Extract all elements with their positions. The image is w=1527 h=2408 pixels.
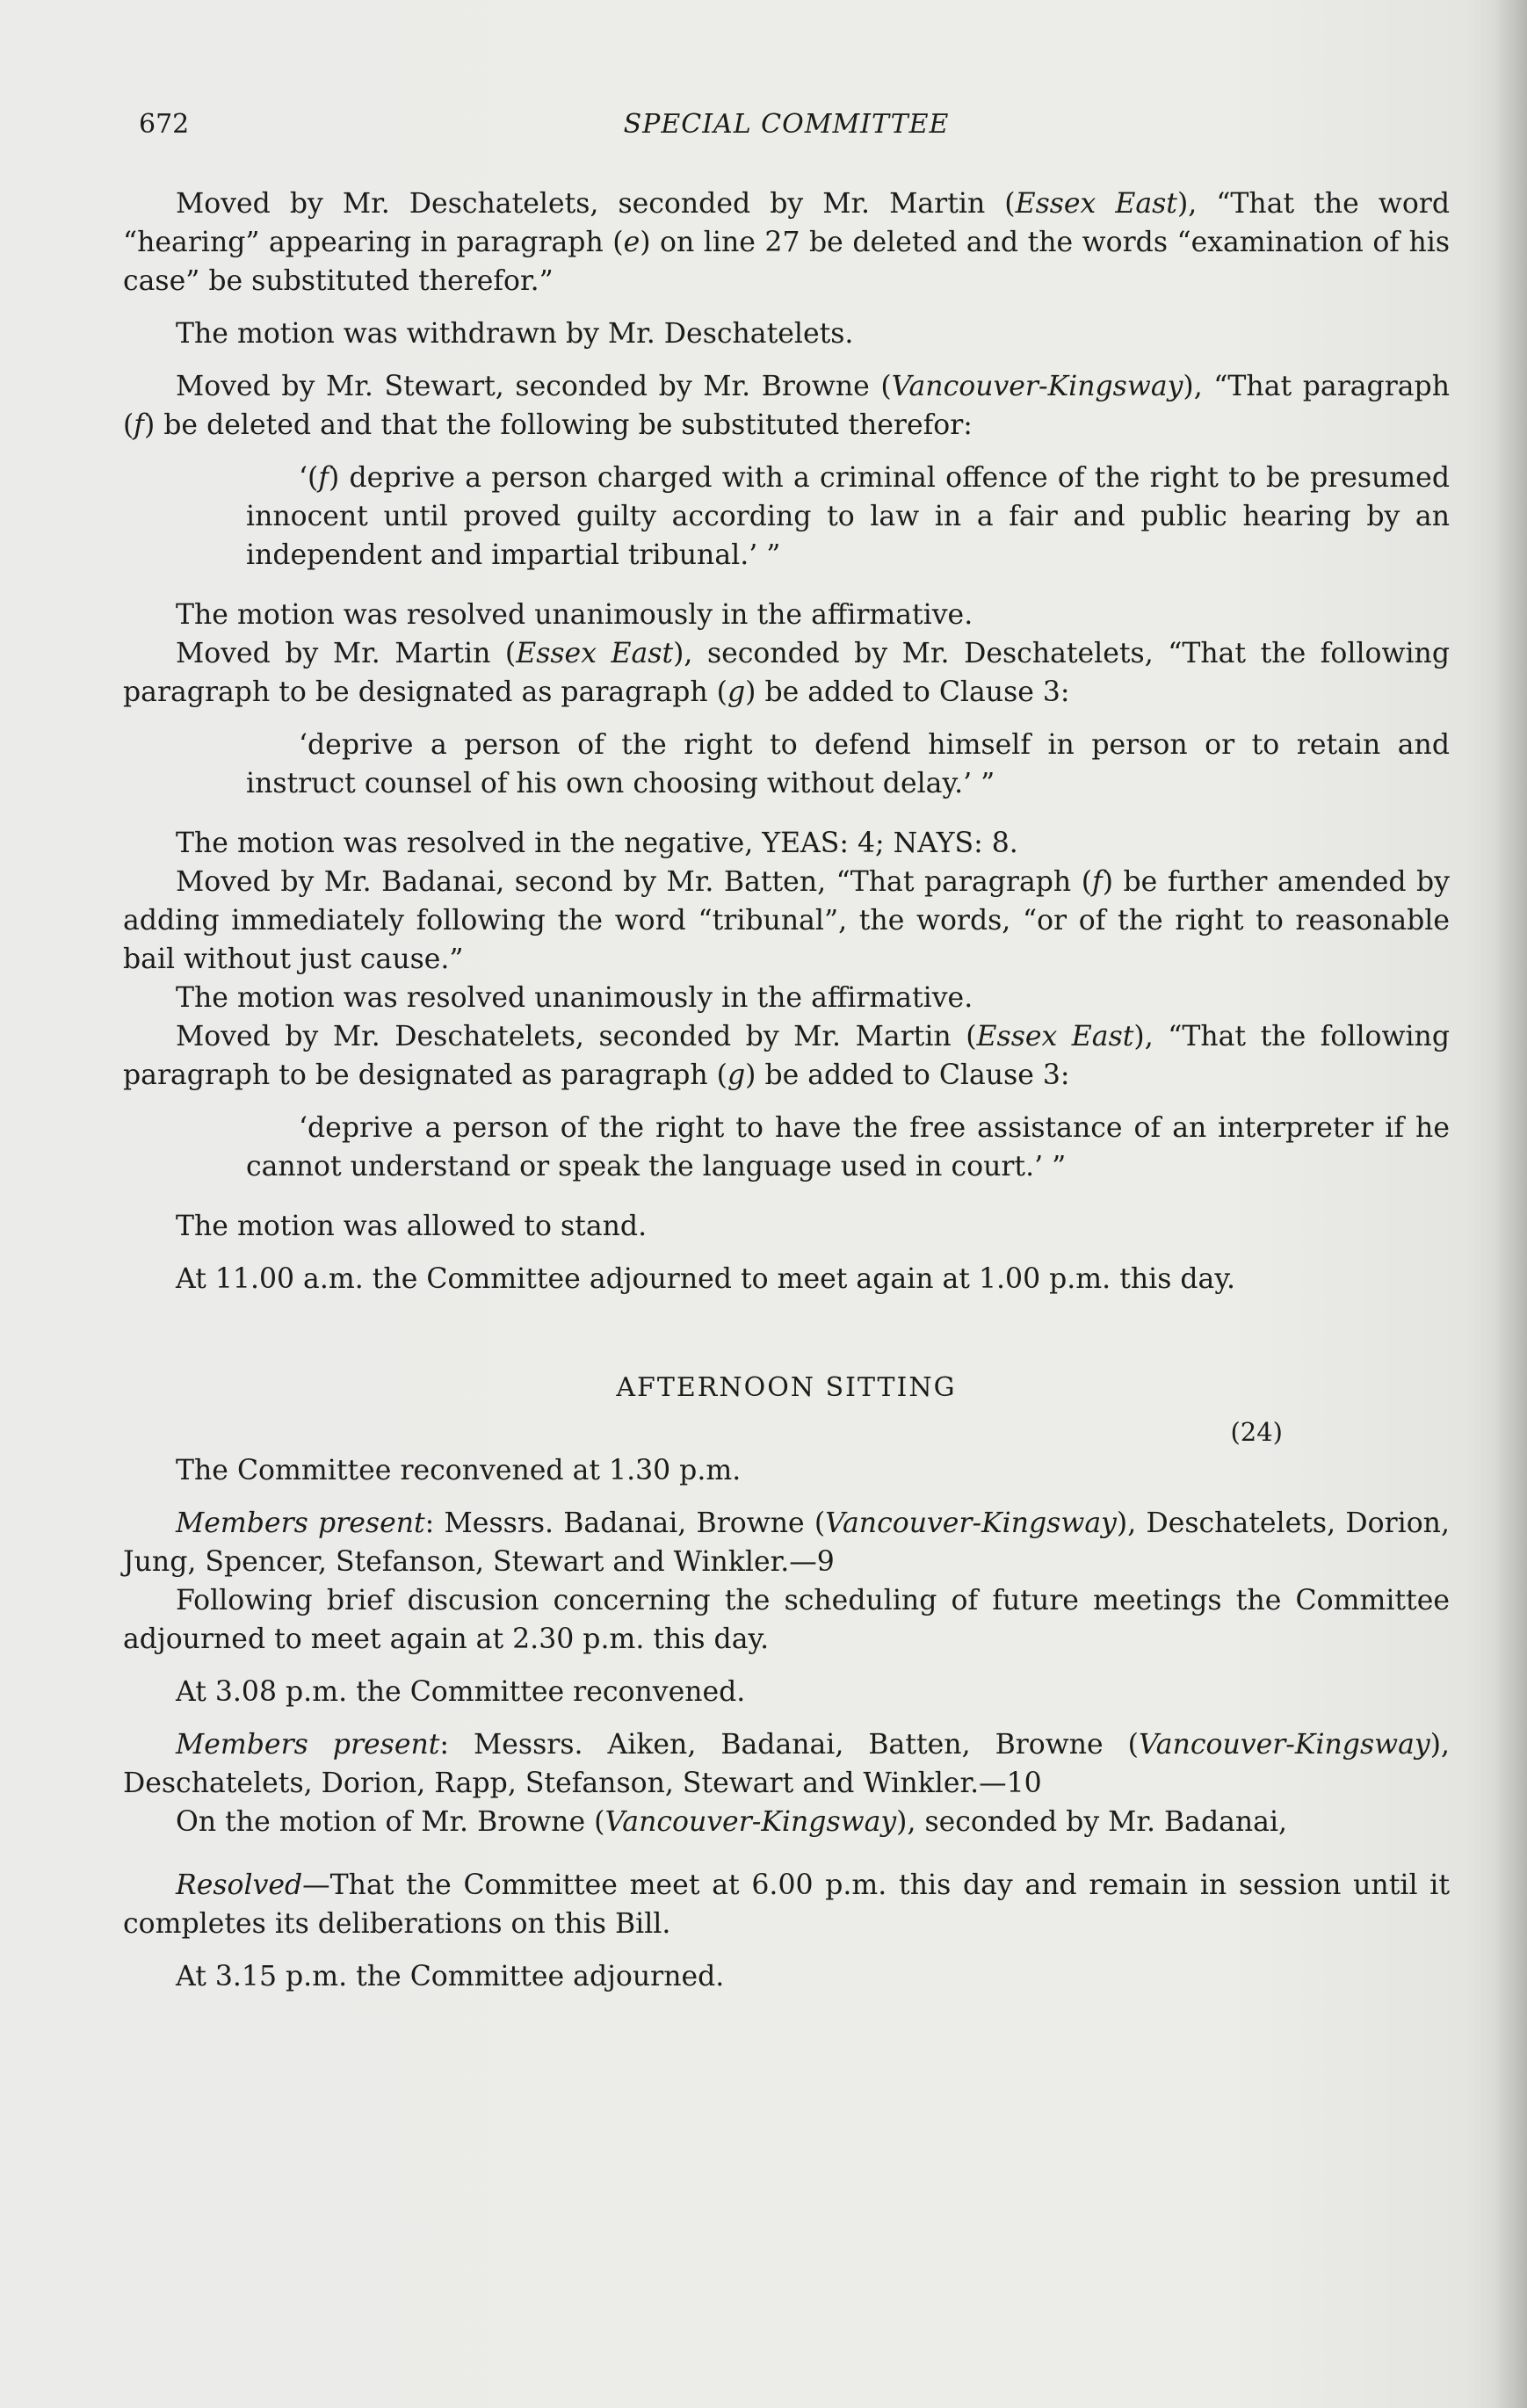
section-title-afternoon: AFTERNOON SITTING: [616, 1372, 957, 1403]
page-header: [123, 105, 1450, 158]
paragraph-adjourned-afternoon: At 3.15 p.m. the Committee adjourned.: [176, 1961, 725, 1992]
page-number: 672: [139, 109, 190, 140]
paragraph-motion-browne: On the motion of Mr. Browne (Vancouver-Kingsway), seconded by Mr. Badanai,: [176, 1806, 1288, 1838]
paragraph-motion-stewart: Moved by Mr. Stewart, seconded by Mr. Browne (Vancouver-Kingsway), “That paragraph (f) be deleted and that the following be substituted therefor:: [123, 371, 1450, 441]
paragraph-reconvened-1: The Committee reconvened at 1.30 p.m.: [176, 1455, 742, 1486]
paragraph-resolved-negative: The motion was resolved in the negative, YEAS: 4; NAYS: 8.: [176, 828, 1018, 859]
paragraph-allowed-to-stand: The motion was allowed to stand.: [176, 1211, 648, 1242]
quote-counsel: ‘deprive a person of the right to defend himself in person or to retain and instruct counsel of his own choosing without delay.’ ”: [246, 729, 1450, 799]
paragraph-resolved-affirmative-1: The motion was resolved unanimously in the affirmative.: [176, 599, 973, 631]
running-head: SPECIAL COMMITTEE: [623, 109, 950, 140]
page-edge-shadow: [1495, 0, 1527, 2408]
paragraph-scheduling: Following brief discusion concerning the scheduling of future meetings the Committee adjourned to meet again at 2.30 p.m. this day.: [123, 1585, 1450, 1655]
paragraph-motion-badanai: Moved by Mr. Badanai, second by Mr. Batten, “That paragraph (f) be further amended by adding immediately following the word “tribunal”, the words, “or of the right to reasonable bail without just cause.”: [123, 866, 1450, 975]
paragraph-motion-martin: Moved by Mr. Martin (Essex East), seconded by Mr. Deschatelets, “That the following paragraph to be designated as paragraph (g) be added to Clause 3:: [123, 638, 1450, 708]
paragraph-members-present-1: Members present: Messrs. Badanai, Browne (Vancouver-Kingsway), Deschatelets, Dorion, Jung, Spencer, Stefanson, Stewart and Winkler.—9: [123, 1508, 1450, 1578]
paragraph-motion-deschatelets-2: Moved by Mr. Deschatelets, seconded by Mr. Martin (Essex East), “That the following paragraph to be designated as paragraph (g) be added to Clause 3:: [123, 1021, 1450, 1091]
paragraph-reconvened-2: At 3.08 p.m. the Committee reconvened.: [176, 1676, 746, 1708]
paragraph-resolved-affirmative-2: The motion was resolved unanimously in the affirmative.: [176, 982, 973, 1014]
paragraph-resolved-meet: Resolved—That the Committee meet at 6.00 p.m. this day and remain in session until it completes its deliberations on this Bill.: [123, 1869, 1450, 1940]
paragraph-withdrawn: The motion was withdrawn by Mr. Deschatelets.: [176, 318, 854, 350]
sitting-number: (24): [1230, 1417, 1283, 1447]
page-body: [123, 105, 1450, 1996]
paragraph-motion-deschatelets-1: Moved by Mr. Deschatelets, seconded by Mr. Martin (Essex East), “That the word “hearing” appearing in paragraph (e) on line 27 be deleted and the words “examination of his case” be substituted therefor.”: [123, 188, 1450, 297]
quote-interpreter: ‘deprive a person of the right to have the free assistance of an interpreter if he cannot understand or speak the language used in court.’ ”: [246, 1112, 1450, 1182]
paragraph-adjourned-morning: At 11.00 a.m. the Committee adjourned to meet again at 1.00 p.m. this day.: [176, 1263, 1235, 1295]
quote-presumed-innocent: ‘(f) deprive a person charged with a criminal offence of the right to be presumed innocent until proved guilty according to law in a fair and public hearing by an independent and impartial tribunal.’ ”: [246, 462, 1450, 571]
paragraph-members-present-2: Members present: Messrs. Aiken, Badanai, Batten, Browne (Vancouver-Kingsway), Deschatelets, Dorion, Rapp, Stefanson, Stewart and Winkler.—10: [123, 1729, 1450, 1799]
